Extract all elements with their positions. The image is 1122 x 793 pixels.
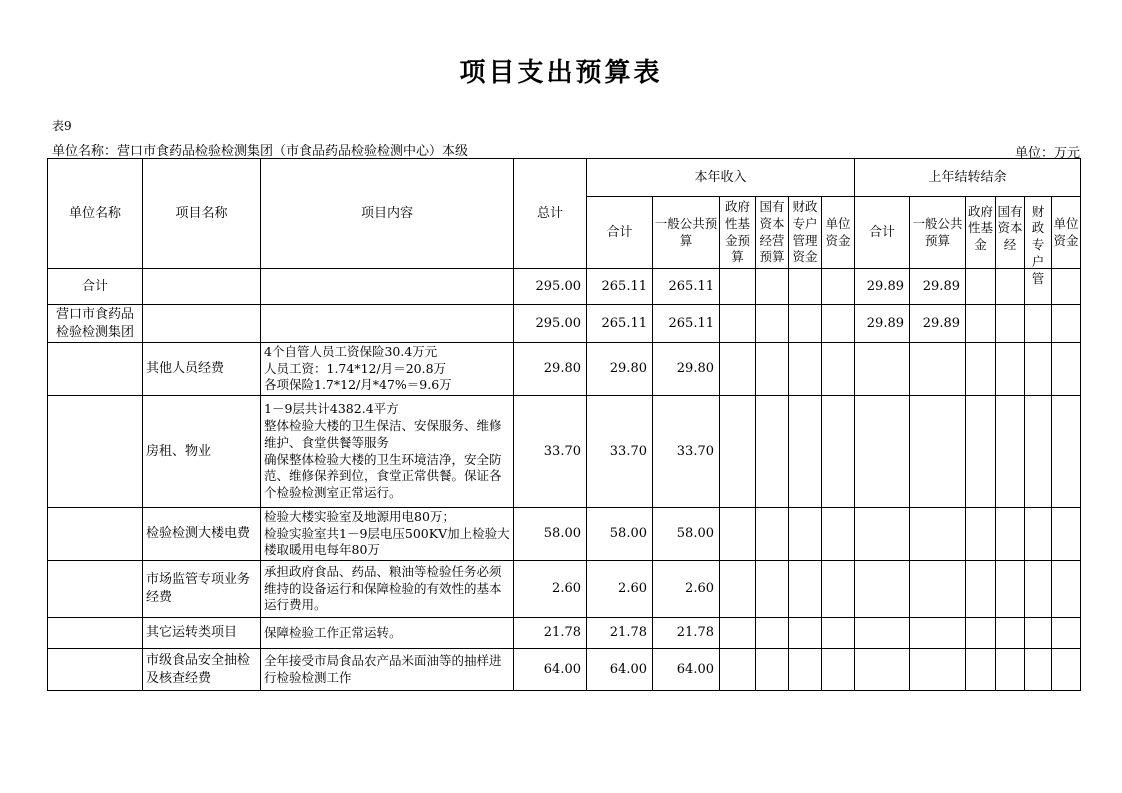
cell-prev-unit	[1052, 305, 1081, 343]
cell-project-name: 其他人员经费	[143, 343, 261, 396]
cell-unit	[48, 561, 143, 618]
header-prev-unit: 单位资金	[1052, 197, 1081, 269]
budget-table	[47, 158, 1081, 691]
cell-cur-general: 58.00	[653, 508, 720, 561]
cell-cur-unit	[822, 269, 855, 305]
header-row-1	[48, 159, 1081, 197]
cell-total: 64.00	[514, 649, 587, 691]
cell-cur-fiscal	[789, 269, 822, 305]
cell-cur-unit	[822, 343, 855, 396]
cell-prev-unit	[1052, 269, 1081, 305]
cell-cur-fiscal	[789, 396, 822, 508]
cell-total: 2.60	[514, 561, 587, 618]
table-row	[48, 343, 1081, 396]
header-cur-unit: 单位资金	[822, 197, 855, 269]
cell-prev-soe	[996, 343, 1025, 396]
cell-prev-general	[910, 649, 966, 691]
header-unit-name: 单位名称	[48, 159, 143, 269]
cell-cur-soe	[756, 561, 789, 618]
table-row	[48, 508, 1081, 561]
cell-cur-gov-fund	[720, 269, 756, 305]
cell-project-name: 市场监管专项业务经费	[143, 561, 261, 618]
cell-prev-soe	[996, 396, 1025, 508]
cell-cur-fiscal	[789, 618, 822, 649]
header-cur-general: 一般公共预算	[653, 197, 720, 269]
cell-cur-fiscal	[789, 649, 822, 691]
cell-project-content: 保障检验工作正常运转。	[261, 618, 514, 649]
cell-cur-fiscal	[789, 343, 822, 396]
table-row	[48, 561, 1081, 618]
cell-prev-unit	[1052, 618, 1081, 649]
cell-cur-fiscal	[789, 305, 822, 343]
cell-cur-gov-fund	[720, 396, 756, 508]
cell-cur-general: 21.78	[653, 618, 720, 649]
cell-prev-subtotal	[855, 396, 910, 508]
cell-total: 295.00	[514, 269, 587, 305]
cell-project-content: 全年接受市局食品农产品米面油等的抽样进行检验检测工作	[261, 649, 514, 691]
header-project-name: 项目名称	[143, 159, 261, 269]
cell-project-name: 检验检测大楼电费	[143, 508, 261, 561]
cell-prev-subtotal	[855, 508, 910, 561]
cell-cur-gov-fund	[720, 305, 756, 343]
header-project-content: 项目内容	[261, 159, 514, 269]
cell-prev-unit	[1052, 396, 1081, 508]
cell-prev-gov-fund	[966, 649, 996, 691]
cell-prev-subtotal: 29.89	[855, 305, 910, 343]
header-prev-general: 一般公共预算	[910, 197, 966, 269]
cell-prev-fiscal	[1025, 305, 1052, 343]
cell-cur-subtotal: 265.11	[587, 305, 653, 343]
cell-cur-unit	[822, 508, 855, 561]
unit-name-prefix: 单位名称：	[52, 144, 118, 159]
cell-unit	[48, 343, 143, 396]
header-prev-subtotal: 合计	[855, 197, 910, 269]
cell-prev-general	[910, 396, 966, 508]
cell-cur-general: 265.11	[653, 269, 720, 305]
cell-cur-general: 265.11	[653, 305, 720, 343]
unit-name-line	[52, 140, 468, 159]
cell-prev-gov-fund	[966, 561, 996, 618]
cell-cur-unit	[822, 649, 855, 691]
cell-cur-gov-fund	[720, 561, 756, 618]
header-current-income: 本年收入	[587, 159, 855, 197]
cell-total: 33.70	[514, 396, 587, 508]
cell-prev-gov-fund	[966, 618, 996, 649]
cell-total: 295.00	[514, 305, 587, 343]
table-row	[48, 618, 1081, 649]
cell-prev-general	[910, 508, 966, 561]
table-row	[48, 305, 1081, 343]
cell-prev-unit	[1052, 561, 1081, 618]
cell-cur-soe	[756, 343, 789, 396]
cell-prev-general	[910, 618, 966, 649]
cell-prev-unit	[1052, 343, 1081, 396]
cell-prev-general	[910, 561, 966, 618]
table-row	[48, 649, 1081, 691]
cell-cur-unit	[822, 305, 855, 343]
cell-prev-soe	[996, 618, 1025, 649]
cell-cur-fiscal	[789, 508, 822, 561]
cell-cur-gov-fund	[720, 618, 756, 649]
cell-prev-soe	[996, 269, 1025, 305]
currency-unit: 单位：万元	[1014, 146, 1080, 161]
cell-cur-soe	[756, 508, 789, 561]
cell-prev-gov-fund	[966, 396, 996, 508]
cell-project-content: 承担政府食品、药品、粮油等检验任务必须维持的设备运行和保障检验的有效性的基本运行费用。	[261, 561, 514, 618]
cell-project-name: 市级食品安全抽检及核查经费	[143, 649, 261, 691]
cell-cur-subtotal: 29.80	[587, 343, 653, 396]
cell-prev-gov-fund	[966, 508, 996, 561]
header-prev-soe: 国有资本经	[997, 203, 1023, 253]
cell-prev-soe	[996, 649, 1025, 691]
cell-project-content	[261, 305, 514, 343]
cell-prev-unit	[1052, 508, 1081, 561]
cell-total: 29.80	[514, 343, 587, 396]
unit-name-value: 营口市食药品检验检测集团（市食品药品检验检测中心）本级	[117, 144, 469, 159]
cell-prev-subtotal	[855, 649, 910, 691]
cell-prev-soe	[996, 305, 1025, 343]
cell-cur-soe	[756, 396, 789, 508]
cell-prev-general: 29.89	[910, 269, 966, 305]
cell-prev-soe	[996, 561, 1025, 618]
cell-cur-general: 2.60	[653, 561, 720, 618]
header-prev-soe-cell	[996, 197, 1025, 269]
cell-prev-fiscal	[1025, 508, 1052, 561]
cell-prev-gov-fund	[966, 305, 996, 343]
cell-cur-subtotal: 58.00	[587, 508, 653, 561]
cell-prev-subtotal: 29.89	[855, 269, 910, 305]
cell-project-name: 房租、物业	[143, 396, 261, 508]
cell-cur-soe	[756, 269, 789, 305]
header-prev-gov-fund: 政府性基金	[967, 203, 993, 253]
cell-prev-soe	[996, 508, 1025, 561]
header-cur-soe: 国有资本经营预算	[756, 197, 789, 269]
cell-cur-gov-fund	[720, 508, 756, 561]
cell-cur-fiscal	[789, 561, 822, 618]
cell-cur-general: 64.00	[653, 649, 720, 691]
cell-prev-fiscal	[1025, 561, 1052, 618]
cell-cur-soe	[756, 305, 789, 343]
cell-cur-subtotal: 21.78	[587, 618, 653, 649]
header-prev-gov-fund-cell	[966, 197, 996, 269]
header-prev-fiscal: 财政专户管	[1031, 203, 1045, 286]
header-prev-fiscal-cell	[1025, 197, 1052, 286]
cell-project-content: 1－9层共计4382.4平方 整体检验大楼的卫生保洁、安保服务、维修维护、食堂供餐等服务 确保整体检验大楼的卫生环境洁净，安全防范、维修保养到位，食堂正常供餐。保证各个检验检测室正常运行。	[261, 396, 514, 508]
cell-prev-subtotal	[855, 618, 910, 649]
cell-cur-unit	[822, 561, 855, 618]
cell-prev-fiscal	[1025, 649, 1052, 691]
cell-prev-general: 29.89	[910, 305, 966, 343]
cell-unit	[48, 649, 143, 691]
cell-project-name	[143, 305, 261, 343]
cell-unit	[48, 396, 143, 508]
header-cur-gov-fund: 政府性基金预算	[720, 197, 756, 269]
cell-cur-soe	[756, 649, 789, 691]
cell-prev-fiscal	[1025, 396, 1052, 508]
header-total: 总计	[514, 159, 587, 269]
cell-cur-gov-fund	[720, 343, 756, 396]
cell-cur-subtotal: 265.11	[587, 269, 653, 305]
page-title: 项目支出预算表	[459, 58, 663, 88]
table-row	[48, 269, 1081, 305]
header-prev-carryover: 上年结转结余	[855, 159, 1081, 197]
cell-project-content: 检验大楼实验室及地源用电80万； 检验实验室共1－9层电压500KV加上检验大楼取暖用电每年80万	[261, 508, 514, 561]
cell-total: 58.00	[514, 508, 587, 561]
cell-unit: 合计	[48, 269, 143, 305]
cell-prev-fiscal	[1025, 343, 1052, 396]
header-cur-fiscal: 财政专户管理资金	[789, 197, 822, 269]
cell-prev-fiscal	[1025, 618, 1052, 649]
cell-project-name: 其它运转类项目	[143, 618, 261, 649]
cell-cur-subtotal: 64.00	[587, 649, 653, 691]
cell-cur-gov-fund	[720, 649, 756, 691]
cell-prev-gov-fund	[966, 343, 996, 396]
cell-prev-subtotal	[855, 561, 910, 618]
cell-prev-subtotal	[855, 343, 910, 396]
cell-project-content: 4个自管人员工资保险30.4万元 人员工资：1.74*12/月＝20.8万 各项保险1.7*12/月*47%＝9.6万	[261, 343, 514, 396]
cell-cur-general: 29.80	[653, 343, 720, 396]
cell-cur-subtotal: 2.60	[587, 561, 653, 618]
cell-prev-unit	[1052, 649, 1081, 691]
cell-cur-unit	[822, 396, 855, 508]
cell-project-name	[143, 269, 261, 305]
cell-cur-soe	[756, 618, 789, 649]
cell-cur-unit	[822, 618, 855, 649]
cell-unit	[48, 618, 143, 649]
table-row	[48, 396, 1081, 508]
header-cur-subtotal: 合计	[587, 197, 653, 269]
cell-project-content	[261, 269, 514, 305]
cell-total: 21.78	[514, 618, 587, 649]
cell-unit	[48, 508, 143, 561]
cell-unit: 营口市食药品检验检测集团	[48, 305, 143, 343]
cell-cur-general: 33.70	[653, 396, 720, 508]
cell-cur-subtotal: 33.70	[587, 396, 653, 508]
cell-prev-gov-fund	[966, 269, 996, 305]
cell-prev-general	[910, 343, 966, 396]
table-number: 表9	[52, 119, 72, 133]
